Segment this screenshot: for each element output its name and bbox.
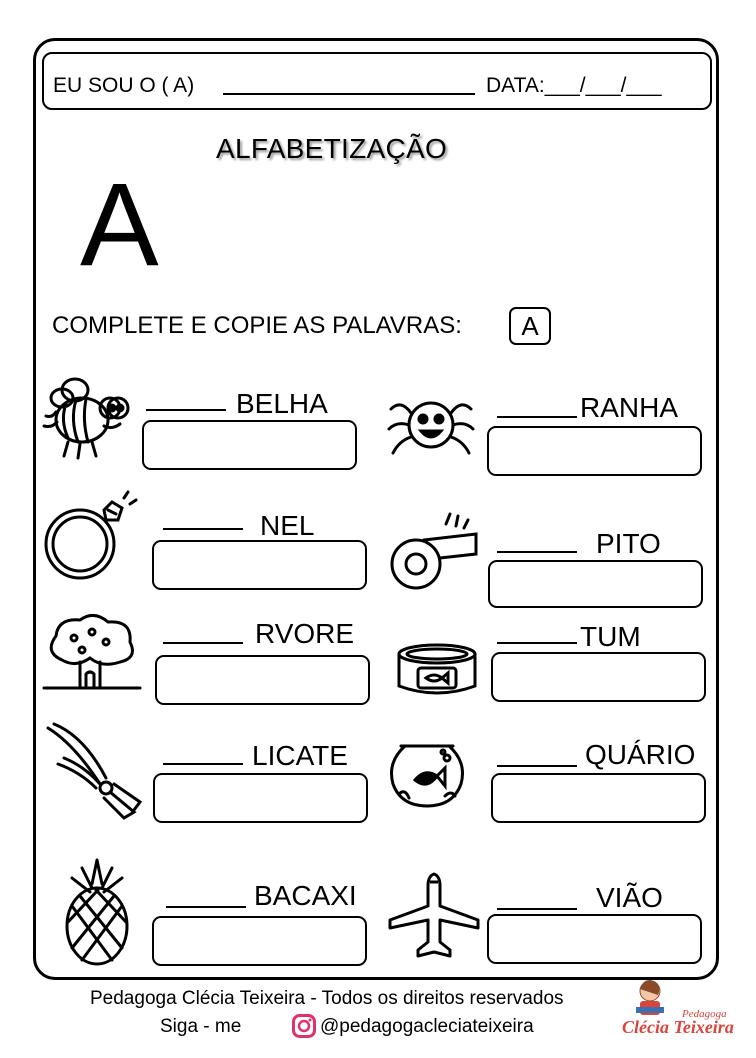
featured-letter: A <box>80 159 159 291</box>
blank-line[interactable] <box>146 409 226 411</box>
answer-box[interactable] <box>491 652 706 702</box>
copyright-text: Pedagoga Clécia Teixeira - Todos os direitos reservados <box>90 988 564 1009</box>
blank-line[interactable] <box>163 642 243 644</box>
word-fragment: NEL <box>260 510 315 541</box>
word-fragment: TUM <box>580 621 641 652</box>
answer-box[interactable] <box>152 916 367 966</box>
pineapple-icon <box>62 856 132 968</box>
answer-box[interactable] <box>142 420 357 470</box>
instruction-text: COMPLETE E COPIE AS PALAVRAS: <box>52 312 462 339</box>
blank-line[interactable] <box>163 763 243 765</box>
fishbowl-icon <box>385 740 469 810</box>
word-fragment: RANHA <box>580 392 679 423</box>
airplane-icon <box>388 872 480 958</box>
blank-line[interactable] <box>163 528 243 530</box>
word-fragment: LICATE <box>252 740 348 771</box>
answer-box[interactable] <box>488 560 703 608</box>
spider-icon <box>385 385 477 463</box>
answer-box[interactable] <box>155 655 370 705</box>
svg-text:Pedagoga: Pedagoga <box>682 1008 727 1020</box>
answer-box[interactable] <box>487 914 702 964</box>
blank-line[interactable] <box>497 765 577 767</box>
instagram-icon[interactable] <box>292 1014 316 1038</box>
pliers-icon <box>44 722 144 822</box>
word-fragment: QUÁRIO <box>585 739 696 770</box>
whistle-icon <box>384 512 484 596</box>
word-fragment: VIÃO <box>596 882 663 913</box>
follow-label: Siga - me <box>160 1016 242 1037</box>
word-fragment: BELHA <box>236 388 328 419</box>
blank-line[interactable] <box>497 416 577 418</box>
word-fragment: RVORE <box>255 618 355 649</box>
answer-box[interactable] <box>491 773 706 823</box>
date-label: DATA:___/___/___ <box>486 74 662 97</box>
answer-box[interactable] <box>487 426 702 476</box>
tree-icon <box>42 612 142 694</box>
instagram-handle[interactable]: @pedagogacleciateixeira <box>320 1016 534 1037</box>
name-line[interactable] <box>223 93 475 95</box>
blank-line[interactable] <box>497 551 577 553</box>
tuna-can-icon <box>394 642 480 698</box>
word-fragment: BACAXI <box>254 880 357 911</box>
page-title: ALFABETIZAÇÃO <box>216 133 448 164</box>
blank-line[interactable] <box>497 908 577 910</box>
name-label: EU SOU O ( A) <box>53 74 195 97</box>
instruction-letter-box: A <box>509 307 551 345</box>
svg-text:Clécia Teixeira: Clécia Teixeira <box>622 1017 734 1037</box>
ring-icon <box>42 488 142 584</box>
blank-line[interactable] <box>166 906 246 908</box>
bee-icon <box>42 372 134 464</box>
blank-line[interactable] <box>497 642 577 644</box>
brand-logo <box>620 975 740 1055</box>
answer-box[interactable] <box>153 773 368 823</box>
word-fragment: PITO <box>596 528 661 559</box>
answer-box[interactable] <box>152 540 367 590</box>
